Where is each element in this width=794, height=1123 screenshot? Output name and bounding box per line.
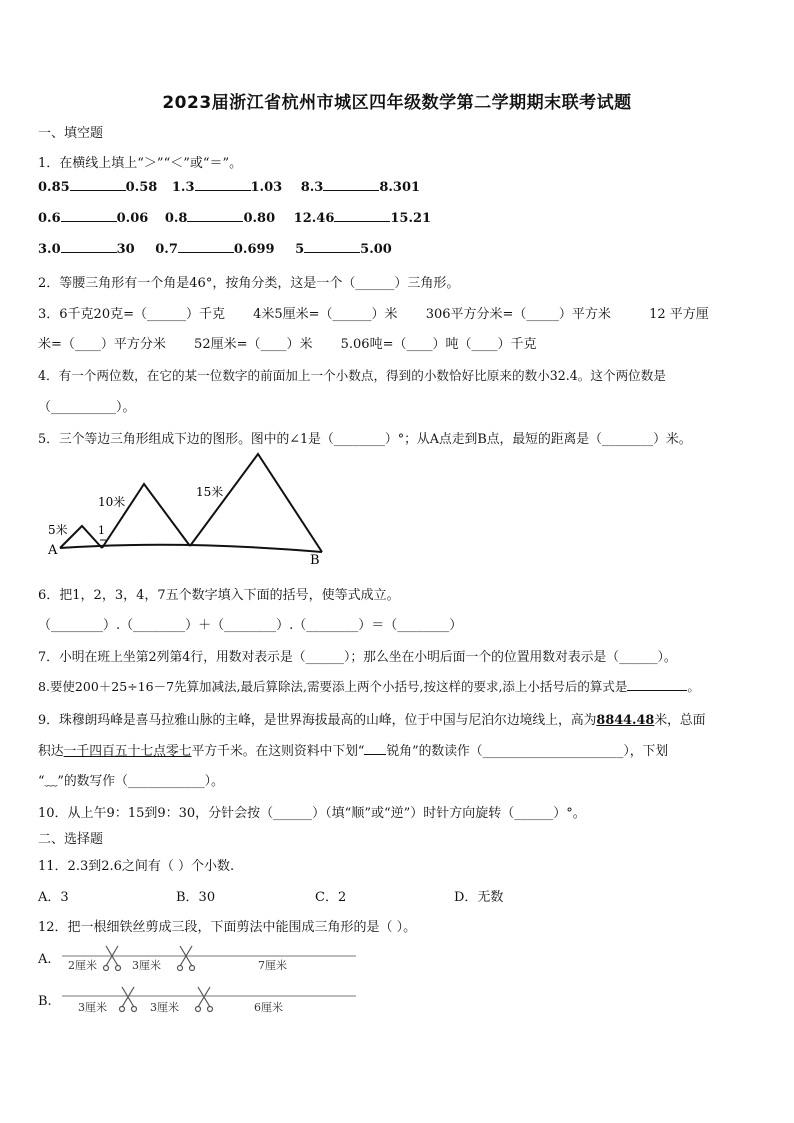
- q1-r2-f: 15.21: [390, 211, 432, 226]
- label-angle-1: 1: [98, 524, 105, 537]
- q1-r2-e: 12.46: [293, 211, 335, 226]
- q11-option-d[interactable]: D．无数: [454, 890, 504, 905]
- q1-r1-e: 8.3: [300, 180, 324, 195]
- q8-end: 。: [687, 679, 700, 694]
- q8: [38, 677, 700, 695]
- q11-option-a[interactable]: A．3: [38, 890, 69, 905]
- q6-equation: （________）.（________）＋（________）.（________）＝（________）: [38, 618, 463, 633]
- q3-part-d: 12 平方厘: [649, 307, 709, 322]
- q12-option-b-figure[interactable]: [58, 983, 358, 1023]
- q1-r1-b: 0.58: [125, 180, 158, 195]
- q1-r3-e: 5: [295, 242, 305, 257]
- base-line: [60, 545, 322, 552]
- answer-blank[interactable]: [61, 209, 117, 222]
- scissors-icon: [120, 987, 137, 1012]
- segment-label: 7厘米: [258, 959, 287, 972]
- segment-label: 3厘米: [150, 1001, 179, 1014]
- q1-r3-c: 0.7: [155, 242, 178, 257]
- q1-r1-d: 1.03: [250, 180, 283, 195]
- answer-blank[interactable]: [187, 209, 243, 222]
- q11-option-c[interactable]: C．2: [315, 890, 347, 905]
- q10: 10．从上午9：15到9：30，分针会按（______）（填“顺”或“逆”）时针方向旋转（______）°。: [38, 806, 586, 821]
- q4-line2: （__________）。: [38, 400, 136, 415]
- answer-blank[interactable]: [304, 240, 360, 253]
- q9-text-4: 平方千米。在这则资料中下划“: [191, 744, 365, 759]
- q3-part-f: 52厘米=（____）米: [194, 337, 313, 352]
- triangles-figure: [40, 448, 340, 568]
- label-15m: 15米: [196, 485, 224, 499]
- q3-line1: [38, 303, 709, 322]
- answer-blank[interactable]: [323, 178, 379, 191]
- q11-option-b[interactable]: B．30: [176, 890, 216, 905]
- scissors-icon: [196, 987, 213, 1012]
- q11-stem: 11．2.3到2.6之间有（ ）个小数.: [38, 859, 235, 874]
- q1-r1-f: 8.301: [379, 180, 421, 195]
- answer-blank[interactable]: [627, 678, 687, 691]
- q9-text-3: 积达: [38, 744, 64, 759]
- page-title: 2023届浙江省杭州市城区四年级数学第二学期期末联考试题: [162, 93, 632, 113]
- segment-label: 2厘米: [68, 959, 97, 972]
- q9-text-1: 9．珠穆朗玛峰是喜马拉雅山脉的主峰，是世界海拔最高的山峰，位于中国与尼泊尔边境线上，高为: [38, 713, 597, 728]
- q8-text: 8.要使200＋25÷16－7先算加减法,最后算除法,需要添上两个小括号,按这样的要求,添上小括号后的算式是: [38, 679, 628, 694]
- q3-part-c: 306平方分米=（_____）平方米: [425, 307, 611, 322]
- q1-r2-a: 0.6: [38, 211, 61, 226]
- q1-r2-c: 0.8: [164, 211, 188, 226]
- q3-line2: [38, 333, 536, 352]
- q9-text-5: 锐角”的数读作（______________________），下划: [386, 744, 669, 759]
- q1-stem: 1．在横线上填上“＞”“＜”或“＝”。: [38, 156, 243, 171]
- q2: 2．等腰三角形有一个角是46°，按角分类，这是一个（______）三角形。: [38, 276, 460, 291]
- q1-row1: [38, 178, 420, 195]
- q5-stem: 5．三个等边三角形组成下边的图形。图中的∠1是（________）°；从A点走到B点，最短的距离是（________）米。: [38, 432, 692, 447]
- q9-line2: [38, 740, 668, 759]
- answer-blank[interactable]: [334, 209, 390, 222]
- q9-line1: [38, 709, 706, 728]
- answer-blank[interactable]: [178, 240, 234, 253]
- large-triangle: [190, 454, 322, 552]
- q12-stem: 12．把一根细铁丝剪成三段，下面剪法中能围成三角形的是（ ）。: [38, 920, 417, 935]
- q6-stem: 6．把1，2，3，4，7五个数字填入下面的括号，使等式成立。: [38, 588, 400, 603]
- label-5m: 5米: [48, 523, 68, 537]
- q4-line1: 4．有一个两位数，在它的某一位数字的前面加上一个小数点，得到的小数恰好比原来的数小32.4。这个两位数是: [38, 368, 666, 383]
- q3-part-a: 3．6千克20克=（______）千克: [38, 307, 225, 322]
- q9-text-6: “: [38, 774, 45, 789]
- section-multiple-choice: 二、选择题: [38, 832, 104, 847]
- q1-r1-a: 0.85: [38, 180, 70, 195]
- scissors-icon: [178, 946, 195, 971]
- q1-r3-b: 30: [116, 242, 135, 257]
- q9-text-2: 米，总面: [654, 713, 706, 728]
- q1-r2-d: 0.80: [243, 211, 276, 226]
- answer-blank[interactable]: [70, 178, 126, 191]
- segment-label: 6厘米: [254, 1001, 283, 1014]
- q9-height-underlined: 8844.48: [596, 713, 655, 728]
- q12-option-b-label[interactable]: B.: [38, 994, 52, 1009]
- q3-part-e: 米=（____）平方分米: [38, 337, 166, 352]
- q12-option-a-figure[interactable]: [58, 940, 358, 980]
- q1-r1-c: 1.3: [171, 180, 195, 195]
- q3-part-g: 5.06吨=（____）吨（____）千克: [340, 337, 537, 352]
- q1-r2-b: 0.06: [116, 211, 149, 226]
- q12-option-a-label[interactable]: A.: [38, 952, 52, 967]
- q9-text-7: ”的数写作（____________）。: [57, 774, 224, 789]
- underline-sample: [364, 742, 386, 755]
- answer-blank[interactable]: [61, 240, 117, 253]
- label-10m: 10米: [98, 495, 126, 509]
- q1-row3: [38, 240, 392, 257]
- q9-line3: [38, 770, 224, 789]
- medium-triangle: [102, 484, 190, 548]
- wavy-underline-sample: ﹏: [44, 774, 58, 789]
- answer-blank[interactable]: [195, 178, 251, 191]
- q7: 7．小明在班上坐第2列第4行，用数对表示是（______）；那么坐在小明后面一个的位置用数对表示是（______）。: [38, 650, 677, 665]
- label-point-b: B: [310, 553, 320, 568]
- section-fill-blank: 一、填空题: [38, 126, 104, 141]
- q1-row2: [38, 209, 431, 226]
- q1-r3-d: 0.699: [233, 242, 275, 257]
- scissors-icon: [104, 946, 121, 971]
- label-point-a: A: [48, 543, 58, 558]
- q9-area-underlined: 一千四百五十七点零七: [63, 744, 192, 759]
- q1-r3-f: 5.00: [360, 242, 392, 257]
- segment-label: 3厘米: [132, 959, 161, 972]
- q3-part-b: 4米5厘米=（______）米: [253, 307, 398, 322]
- segment-label: 3厘米: [78, 1001, 107, 1014]
- q1-r3-a: 3.0: [38, 242, 61, 257]
